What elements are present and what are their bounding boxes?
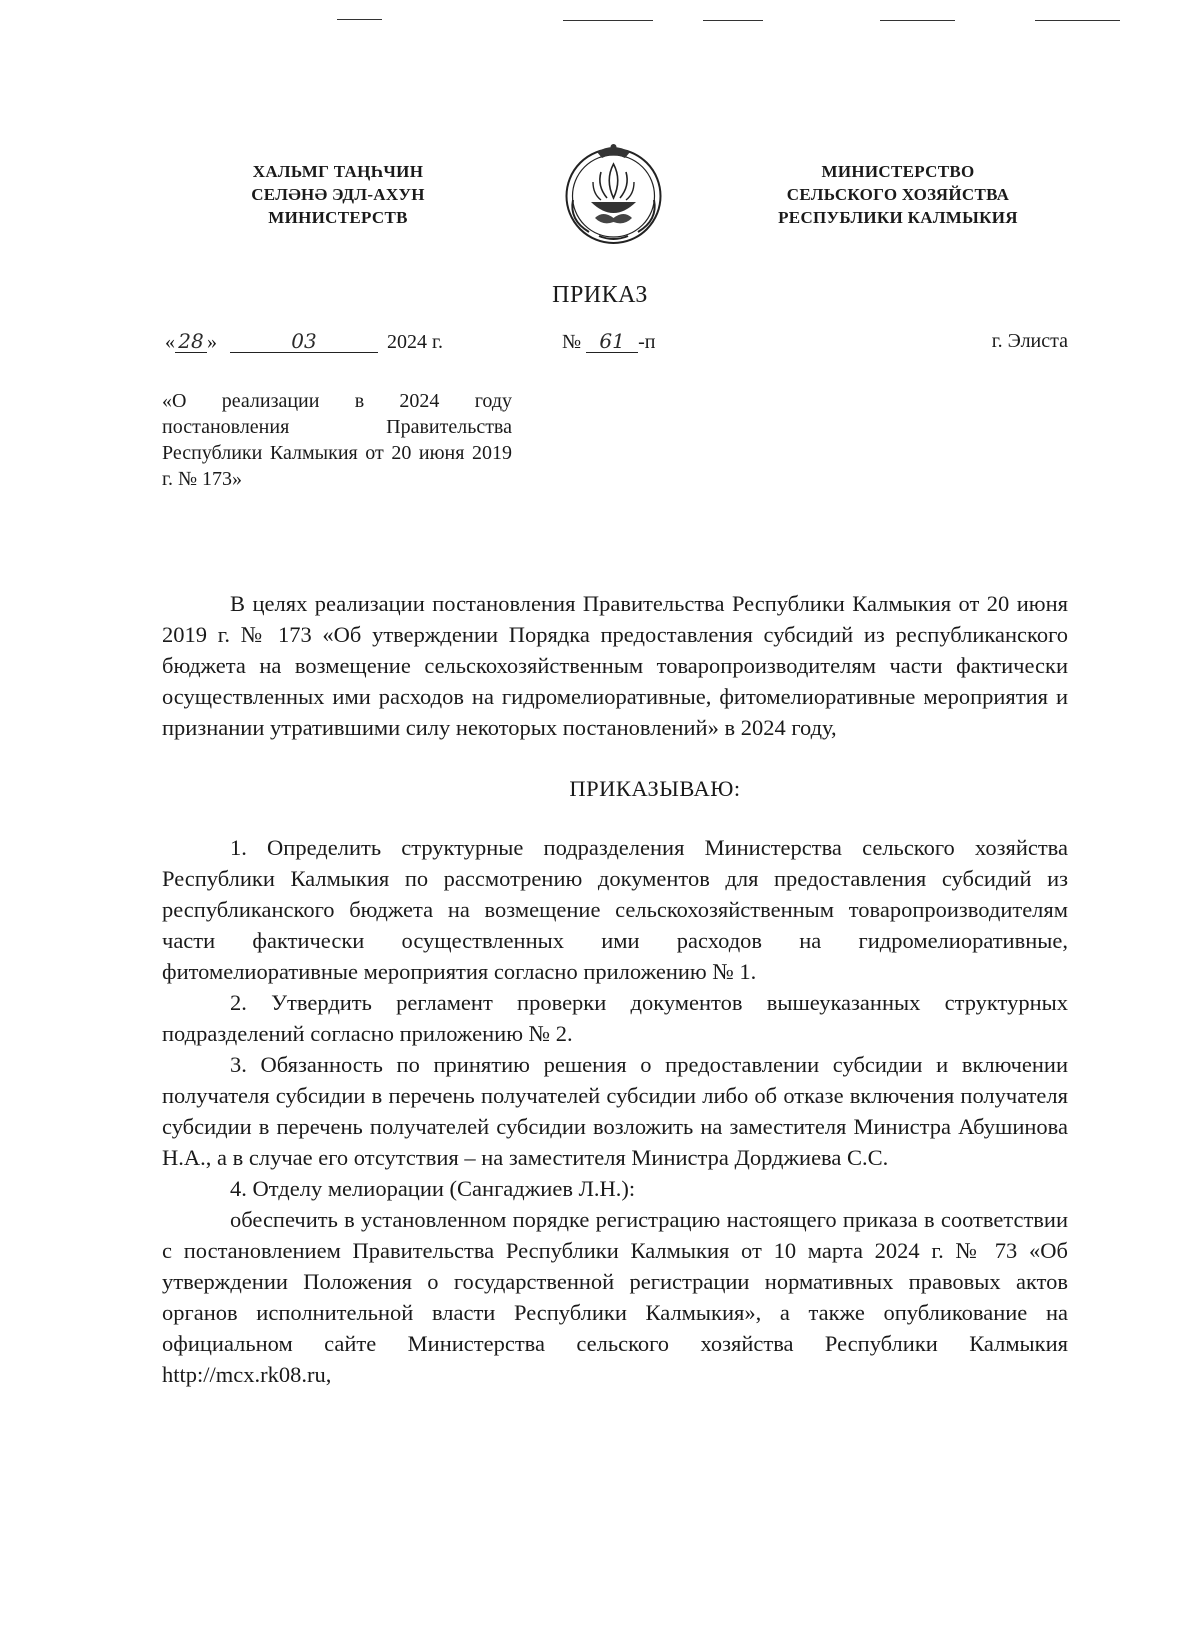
date-year: 2024 г. — [387, 331, 443, 353]
ministry-name-russian-line-2: СЕЛЬСКОГО ХОЗЯЙСТВА — [786, 185, 1010, 204]
document-body — [162, 588, 1068, 1390]
preamble-paragraph: В целях реализации постановления Правительства Республики Калмыкия от 20 июня 2019 г. № 173 «Об утверждении Порядка предоставления субсидий из республиканского бюджета на возмещение сельскохозяйственным товаропроизводителям части фактически осуществленных ими расходов на гидромелиоративные, фитомелиоративные мероприятия и признании утратившими силу некоторых постановлений» в 2024 году, — [162, 591, 1068, 740]
republic-emblem-icon — [561, 140, 666, 248]
order-item-1: 1. Определить структурные подразделения Министерства сельского хозяйства Республики Калмыкия по рассмотрению документов для предоставления субсидий из республиканского бюджета на возмещение сельскохозяйственным товаропроизводителям части фактически осуществленных ими расходов на гидромелиоративные, фитомелиоративные мероприятия согласно приложению № 1. — [162, 835, 1068, 984]
document-title: ПРИКАЗ — [552, 282, 648, 308]
scan-artifact-line — [703, 20, 763, 21]
ministry-name-kalmyk-line-3: МИНИСТЕРСТВ — [268, 208, 408, 227]
order-number-suffix: -п — [638, 331, 656, 353]
order-verb-heading: ПРИКАЗЫВАЮ: — [569, 776, 741, 801]
ministry-name-russian-line-1: МИНИСТЕРСТВО — [821, 162, 975, 181]
order-item-2: 2. Утвердить регламент проверки документов вышеуказанных структурных подразделений согласно приложению № 2. — [162, 990, 1068, 1046]
ministry-name-russian — [748, 160, 1048, 229]
ministry-name-kalmyk-line-2: СЕЛӘНӘ ЭДЛ-АХУН — [251, 185, 425, 204]
order-item-4-text: обеспечить в установленном порядке регистрацию настоящего приказа в соответствии с постановлением Правительства Республики Калмыкия от 10 марта 2024 г. № 73 «Об утверждении Положения о государственной регистрации нормативных правовых актов органов исполнительной власти Республики Калмыкия», а также опубликование на официальном сайте Министерства сельского хозяйства Республики Калмыкия http://mcx.rk08.ru, — [162, 1207, 1068, 1387]
scan-artifact-line — [1035, 20, 1120, 21]
date-close-quote: » — [207, 331, 217, 353]
order-number-prefix: № — [562, 331, 582, 353]
order-item-3: 3. Обязанность по принятию решения о предоставлении субсидии и включении получателя субсидии в перечень получателей субсидии либо об отказе включения получателя субсидии в перечень получателей субсидии возложить на заместителя Министра Абушинова Н.А., а в случае его отсутствия – на заместителя Министра Дорджиева С.С. — [162, 1052, 1068, 1170]
ministry-name-kalmyk — [218, 160, 458, 229]
scan-artifact-line — [563, 20, 653, 21]
scan-artifact-line — [880, 20, 955, 21]
ministry-name-russian-line-3: РЕСПУБЛИКИ КАЛМЫКИЯ — [778, 208, 1018, 227]
order-number-value: 61 — [586, 330, 638, 353]
date-month: 03 — [230, 330, 378, 353]
date-day: 28 — [175, 330, 207, 353]
ministry-name-kalmyk-line-1: ХАЛЬМГ ТАҢҺЧИН — [252, 162, 424, 181]
order-subject: «О реализации в 2024 году постановления Правительства Республики Калмыкия от 20 июня 2019 г. № 173» — [162, 390, 512, 490]
order-city: г. Элиста — [991, 330, 1068, 352]
order-item-4: 4. Отделу мелиорации (Сангаджиев Л.Н.): — [230, 1176, 636, 1201]
date-open-quote: « — [165, 331, 175, 353]
scan-artifact-line — [337, 19, 382, 20]
